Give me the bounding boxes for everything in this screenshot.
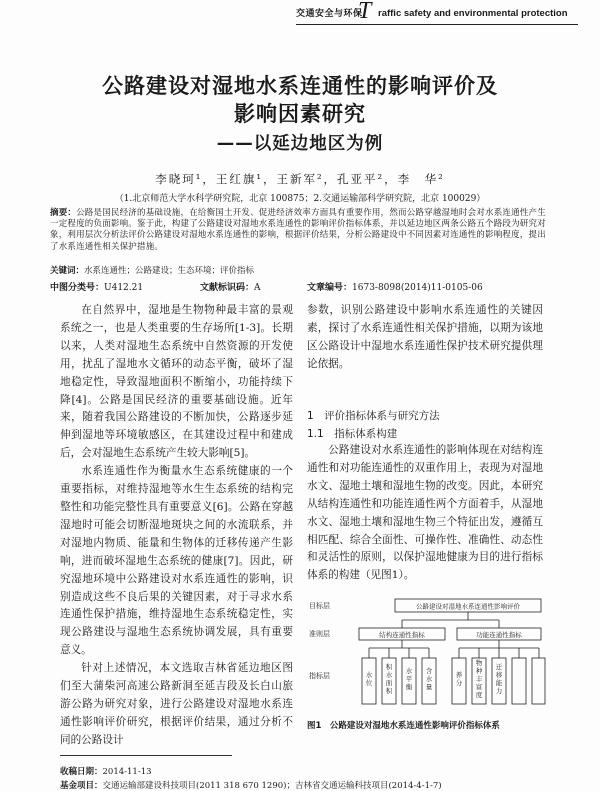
journal-logo-letter: T: [358, 0, 372, 24]
right-column-top: [307, 302, 543, 374]
section-heading-1: 1 评价指标体系与研究方法: [307, 410, 440, 422]
level-label-goal: 目标层: [309, 602, 330, 610]
index-label: 水位: [365, 671, 373, 687]
paragraph: 针对上述情况，本文选取吉林省延边地区图们至大蒲柴河高速公路新洞至延吉段及长白山旅游公路为研究对象，进行公路建设对湿地水系连通性影响评价研究，根据评价结果，通过分析不同的公路设计: [60, 662, 293, 746]
structure-connectors: [369, 640, 429, 658]
article-value: 1673-8098(2014)11-0105-06: [352, 283, 483, 293]
clc-value: U412.21: [104, 283, 144, 293]
paragraph: 在自然界中，湿地是生物物种最丰富的景观系统之一，也是人类重要的生存场所[1-3]。长期以来，人类对湿地生态系统中自然资源的开发使用，扰乱了湿地水文循环的动态平衡，破坏了湿地稳定性，导致湿地面积不断缩小，功能持续下降[4]。公路是国民经济的重要基础设施。近年来，随着我国公路建设的不断加快，公路逐步延伸到湿地等环境敏感区，在其建设过程中和建成后，会对湿地生态系统产生较大影响[5]。: [60, 304, 293, 460]
level-label-criteria: 准则层: [309, 630, 330, 638]
abstract: [50, 208, 548, 253]
index-box: [512, 658, 526, 704]
keywords: [50, 264, 548, 276]
journal-name-cn: 交通安全与环保: [296, 8, 363, 18]
clc-label: 中图分类号：: [50, 283, 105, 293]
keywords-label: 关键词：: [50, 266, 85, 276]
index-label: 含水量: [425, 667, 433, 691]
criteria-text-function: 功能连通性指标: [476, 631, 522, 639]
paper-title-line1: 公路建设对湿地水系连通性的影响评价及: [102, 74, 498, 98]
paper-subtitle: ——以延边地区为例: [216, 134, 384, 154]
level-label-index: 指标层: [309, 672, 330, 680]
article-number: [307, 280, 483, 293]
index-label: 物种丰富度: [475, 659, 483, 699]
received-label: 收稿日期：: [60, 767, 103, 777]
journal-name-en: raffic safety and environmental protection: [378, 8, 568, 19]
index-label: 积水面积: [385, 663, 393, 695]
goal-text: 公路建设对湿地水系连通性影响评价: [416, 602, 520, 611]
article-label: 文章编号：: [307, 283, 353, 293]
left-column: [60, 302, 293, 750]
index-box: [532, 658, 545, 704]
section-heading-1-1: 1.1 指标体系构建: [307, 428, 398, 440]
doc-label: 文献标识码：: [200, 283, 255, 293]
affiliation: （1.北京师范大学水科学研究院，北京 100875；2.交通运输部科学研究院，北京 100029）: [114, 194, 486, 204]
received-date: [60, 765, 152, 777]
author-list: 李晓珂¹，王红旗¹，王新军²，孔亚平²，李 华²: [155, 172, 445, 186]
received-value: 2014-11-13: [102, 767, 152, 777]
paragraph: 水系连通性作为衡量水生态系统健康的一个重要指标，对维持湿地等水生生态系统的结构完整性和功能完整性具有重要意义[6]。公路在穿越湿地时可能会切断湿地斑块之间的水流联系，并对湿地内物质、能量和生物体的迁移传递产生影响，进而破坏湿地生态系统的健康[7]。因此，研究湿地环境中公路建设对水系连通性的影响，识别造成这些不良后果的关键因素，对于寻求水系连通性保护措施，维持湿地生态系统稳定性，实现公路建设与湿地生态系统协调发展，具有重要意义。: [60, 465, 293, 657]
index-label: 迁移能力: [495, 663, 503, 695]
function-connectors: [459, 640, 539, 658]
paper-title-line2: 影响因素研究: [234, 102, 366, 126]
keywords-text: 水系连通性；公路建设；生态环境；评价指标: [84, 266, 255, 276]
fund-label: 基金项目：: [60, 781, 103, 791]
figure-1-diagram: [307, 596, 547, 712]
footnote-divider: [60, 755, 232, 756]
paragraph: 参数，识别公路建设中影响水系连通性的关键因素，探讨了水系连通性相关保护措施，以期为该地区公路设计中湿地水系连通性保护技术研究提供理论依据。: [307, 304, 543, 370]
doc-value: A: [254, 283, 261, 293]
goal-connectors: [402, 612, 499, 628]
paragraph: 公路建设对水系连通性的影响体现在对结构连通性和对功能连通性的双重作用上，表现为对湿地水文、湿地土壤和湿地生物的改变。因此，本研究从结构连通性和功能连通性两个方面着手，从湿地水文、湿地土壤和湿地生物三个特征出发，遵循互相匹配、综合全面性、可操作性、准确性、动态性和灵活性的原则，以保护湿地健康为目的进行指标体系的构建（见图1）。: [307, 444, 543, 582]
figure-caption: 图1 公路建设对湿地水系连通性影响评价指标体系: [307, 721, 500, 731]
clc-number: [50, 280, 143, 293]
abstract-text: 公路是国民经济的基础设施，在给衡国土开发、促进经济效率方面具有重要作用，然而公路穿越湿地时会对水系连通性产生一定程度的负面影响。鉴于此，构建了公路建设对湿地水系连通性的影响评价指标体系，并以延边地区两条公路五个路段为研究对象，利用层次分析法评价公路建设对湿地水系连通性的影响，根据评价结果，分析公路建设中不同因素对连通性的影响程度，提出了水系连通性相关保护措施。: [50, 208, 546, 252]
right-column-mid: [307, 442, 543, 585]
fund-project: [60, 779, 442, 791]
index-label: 水平衡: [405, 667, 413, 691]
abstract-label: 摘要：: [50, 208, 77, 218]
fund-value: 交通运输部建设科技项目(2011 318 670 1290)；吉林省交通运输科技项目(2014-4-1-7): [102, 781, 442, 791]
index-label: 养分: [455, 671, 463, 687]
doc-code: [200, 280, 261, 293]
criteria-text-structure: 结构连通性指标: [379, 631, 425, 639]
header-divider: [296, 24, 578, 25]
